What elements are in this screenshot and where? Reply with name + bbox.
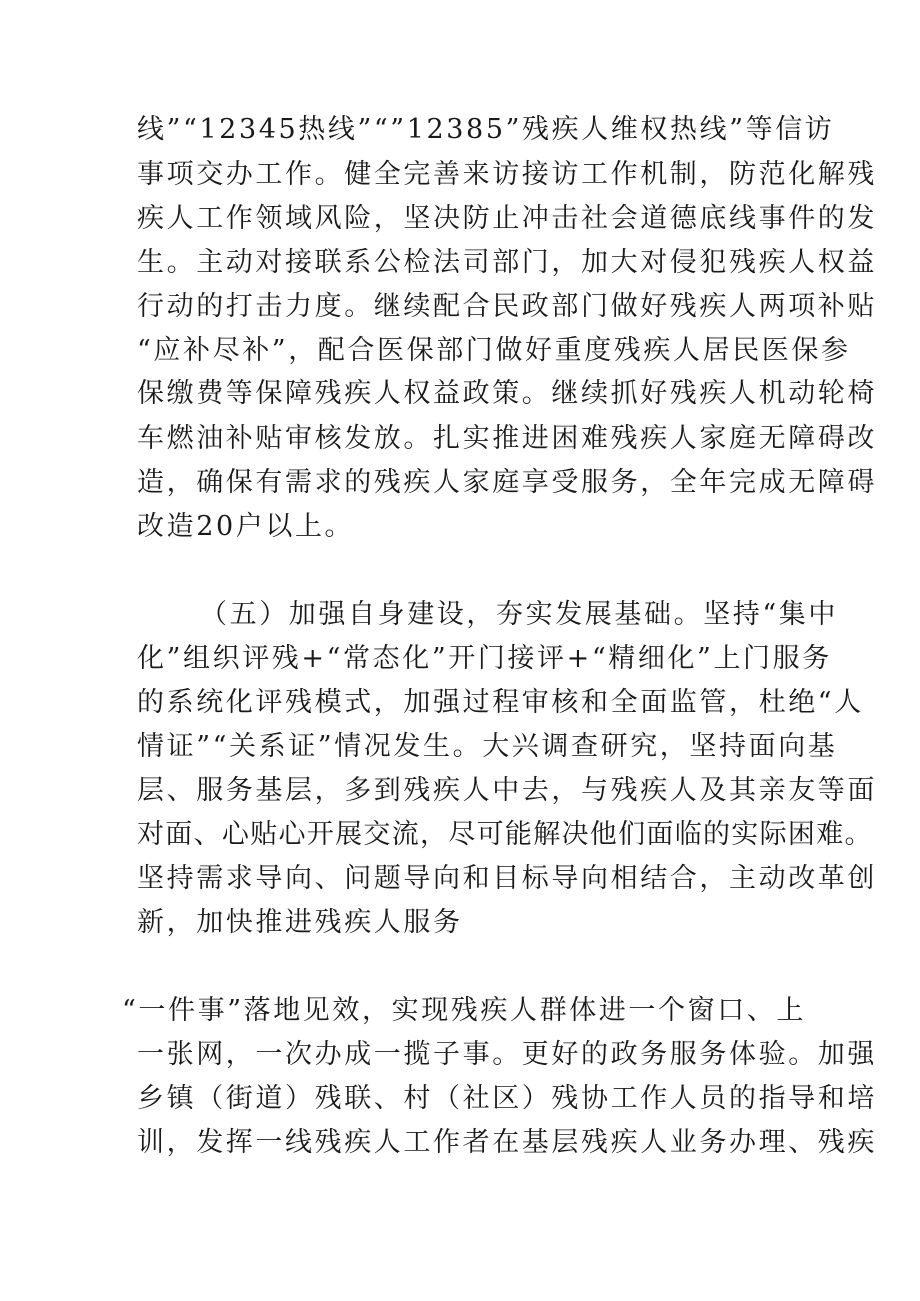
text-line: 行动的打击力度。继续配合民政部门做好残疾人两项补贴 <box>137 291 877 322</box>
text-line: “应补尽补”，配合医保部门做好重度残疾人居民医保参 <box>137 335 851 366</box>
text-line: 训，发挥一线残疾人工作者在基层残疾人业务办理、残疾 <box>137 1127 877 1158</box>
text-line: 保缴费等保障残疾人权益政策。继续抓好残疾人机动轮椅 <box>137 378 877 409</box>
text-line: 情证”“关系证”情况发生。大兴调查研究，坚持面向基 <box>137 731 838 762</box>
text-line: 线”“12345热线”“”12385”残疾人维权热线”等信访 <box>137 114 835 145</box>
text-line: （五）加强自身建设，夯实发展基础。坚持“集中 <box>200 599 839 630</box>
text-line: 车燃油补贴审核发放。扎实推进困难残疾人家庭无障碍改 <box>137 423 877 454</box>
text-line: 一张网，一次办成一揽子事。更好的政务服务体验。加强 <box>137 1039 877 1070</box>
text-line: 坚持需求导向、问题导向和目标导向相结合，主动改革创 <box>137 863 877 894</box>
text-line: 事项交办工作。健全完善来访接访工作机制，防范化解残 <box>137 159 877 190</box>
text-line: 生。主动对接联系公检法司部门，加大对侵犯残疾人权益 <box>137 247 877 278</box>
text-line: 疾人工作领域风险，坚决防止冲击社会道德底线事件的发 <box>137 203 877 234</box>
text-line: 乡镇（街道）残联、村（社区）残协工作人员的指导和培 <box>137 1083 877 1114</box>
text-line: 的系统化评残模式，加强过程审核和全面监管，杜绝“人 <box>137 687 864 718</box>
text-line: 层、服务基层，多到残疾人中去，与残疾人及其亲友等面 <box>137 775 877 806</box>
text-line: “一件事”落地见效，实现残疾人群体进一个窗口、上 <box>122 995 807 1026</box>
text-line: 新，加快推进残疾人服务 <box>137 907 463 938</box>
text-line: 造，确保有需求的残疾人家庭享受服务，全年完成无障碍 <box>137 467 877 498</box>
text-line: 对面、心贴心开展交流，尽可能解决他们面临的实际困难。 <box>137 819 873 850</box>
text-line: 改造20户以上。 <box>137 511 355 542</box>
text-line: 化”组织评残+“常态化”开门接评+“精细化”上门服务 <box>137 643 832 674</box>
